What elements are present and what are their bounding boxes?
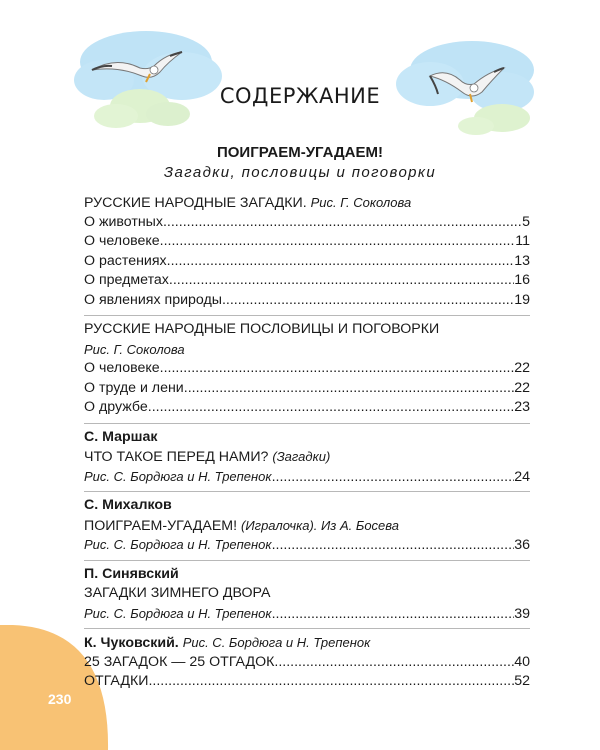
dot-leader [222, 291, 514, 311]
work-note: (Игралочка). Из А. Босева [241, 517, 400, 533]
work-title [84, 447, 530, 467]
entry-page: 52 [514, 673, 530, 689]
entry-page: 22 [514, 379, 530, 396]
dot-leader [272, 468, 515, 487]
toc-entry[interactable] [84, 271, 530, 291]
toc-entry[interactable] [84, 252, 530, 272]
entry-page: 5 [522, 213, 530, 230]
entry-title: О явлениях природы [84, 291, 222, 308]
section-header [0, 144, 600, 183]
page-title: СОДЕРЖАНИЕ [219, 84, 381, 108]
separator [84, 560, 530, 561]
dot-leader [160, 232, 516, 252]
separator [84, 628, 530, 629]
section-subtitle: Загадки, пословицы и поговорки [163, 164, 437, 181]
dot-leader [160, 359, 515, 379]
entry-title: О растениях [84, 252, 167, 269]
dot-leader [148, 398, 514, 418]
toc-entry[interactable] [84, 535, 530, 555]
toc-entry[interactable] [84, 467, 530, 487]
separator [84, 315, 530, 316]
entry-page: 24 [514, 468, 530, 485]
dot-leader [167, 252, 515, 272]
illustrator-credit: Рис. Г. Соколова [310, 195, 412, 210]
toc-entry[interactable] [84, 213, 530, 233]
dot-leader [184, 379, 514, 399]
toc-entry[interactable] [84, 653, 530, 673]
entry-title: О человеке [84, 360, 160, 376]
entry-title: О дружбе [84, 399, 148, 415]
author-name: С. Михалков [84, 497, 172, 513]
author-name: П. Синявский [84, 565, 179, 582]
dot-leader [148, 672, 514, 692]
illustrator-credit: Рис. С. Бордюга и Н. Трепенок [84, 605, 272, 621]
toc-entry[interactable] [84, 398, 530, 418]
illustrator-credit: Рис. С. Бордюга и Н. Трепенок [84, 468, 272, 484]
separator [84, 423, 530, 424]
entry-page: 36 [514, 537, 530, 553]
entry-title: О труде и лени [84, 379, 184, 396]
page-number: 230 [48, 691, 72, 707]
separator [84, 491, 530, 492]
toc-group-heading [84, 193, 530, 213]
entry-title: О животных [84, 213, 163, 230]
entry-page: 11 [515, 233, 530, 249]
dot-leader [169, 271, 514, 291]
illustrator-credit: Рис. С. Бордюга и Н. Трепенок [182, 635, 371, 650]
entry-page: 39 [514, 605, 530, 622]
toc-entry[interactable] [84, 604, 530, 624]
author-line [84, 633, 530, 653]
toc-entry[interactable] [84, 379, 530, 399]
entry-page: 23 [514, 399, 530, 415]
entry-page: 13 [514, 252, 530, 269]
work-title-text: ПОИГРАЕМ-УГАДАЕМ! [84, 517, 238, 534]
table-of-contents [84, 193, 530, 692]
dot-leader [272, 536, 515, 555]
section-title: ПОИГРАЕМ-УГАДАЕМ! [216, 144, 384, 161]
entry-page: 19 [514, 291, 530, 308]
entry-page: 22 [514, 360, 530, 376]
illustrator-credit: Рис. Г. Соколова [84, 341, 185, 357]
entry-page: 16 [514, 272, 530, 288]
author-name: С. Маршак [84, 428, 158, 445]
toc-entry[interactable] [84, 672, 530, 692]
group-heading-text: РУССКИЕ НАРОДНЫЕ ЗАГАДКИ. [84, 195, 307, 211]
work-title [84, 516, 530, 536]
toc-entry[interactable] [84, 232, 530, 252]
illustrator-credit: Рис. С. Бордюга и Н. Трепенок [84, 537, 272, 552]
work-note: (Загадки) [272, 449, 331, 464]
author-name: К. Чуковский. [84, 635, 179, 651]
toc-entry[interactable] [84, 291, 530, 311]
work-title-text: ЧТО ТАКОЕ ПЕРЕД НАМИ? [84, 449, 269, 465]
toc-entry[interactable] [84, 359, 530, 379]
entry-title: 25 ЗАГАДОК — 25 ОТГАДОК [84, 653, 275, 670]
toc-group-heading: РУССКИЕ НАРОДНЫЕ ПОСЛОВИЦЫ И ПОГОВОРКИ [84, 321, 440, 337]
entry-title: О предметах [84, 272, 169, 288]
work-title: ЗАГАДКИ ЗИМНЕГО ДВОРА [84, 585, 271, 601]
entry-title: О человеке [84, 233, 160, 249]
dot-leader [274, 653, 514, 673]
entry-title: ОТГАДКИ [84, 673, 149, 689]
dot-leader [272, 605, 515, 624]
entry-page: 40 [514, 653, 530, 670]
sky-seagull-illustration-left [74, 26, 226, 132]
dot-leader [163, 213, 522, 233]
